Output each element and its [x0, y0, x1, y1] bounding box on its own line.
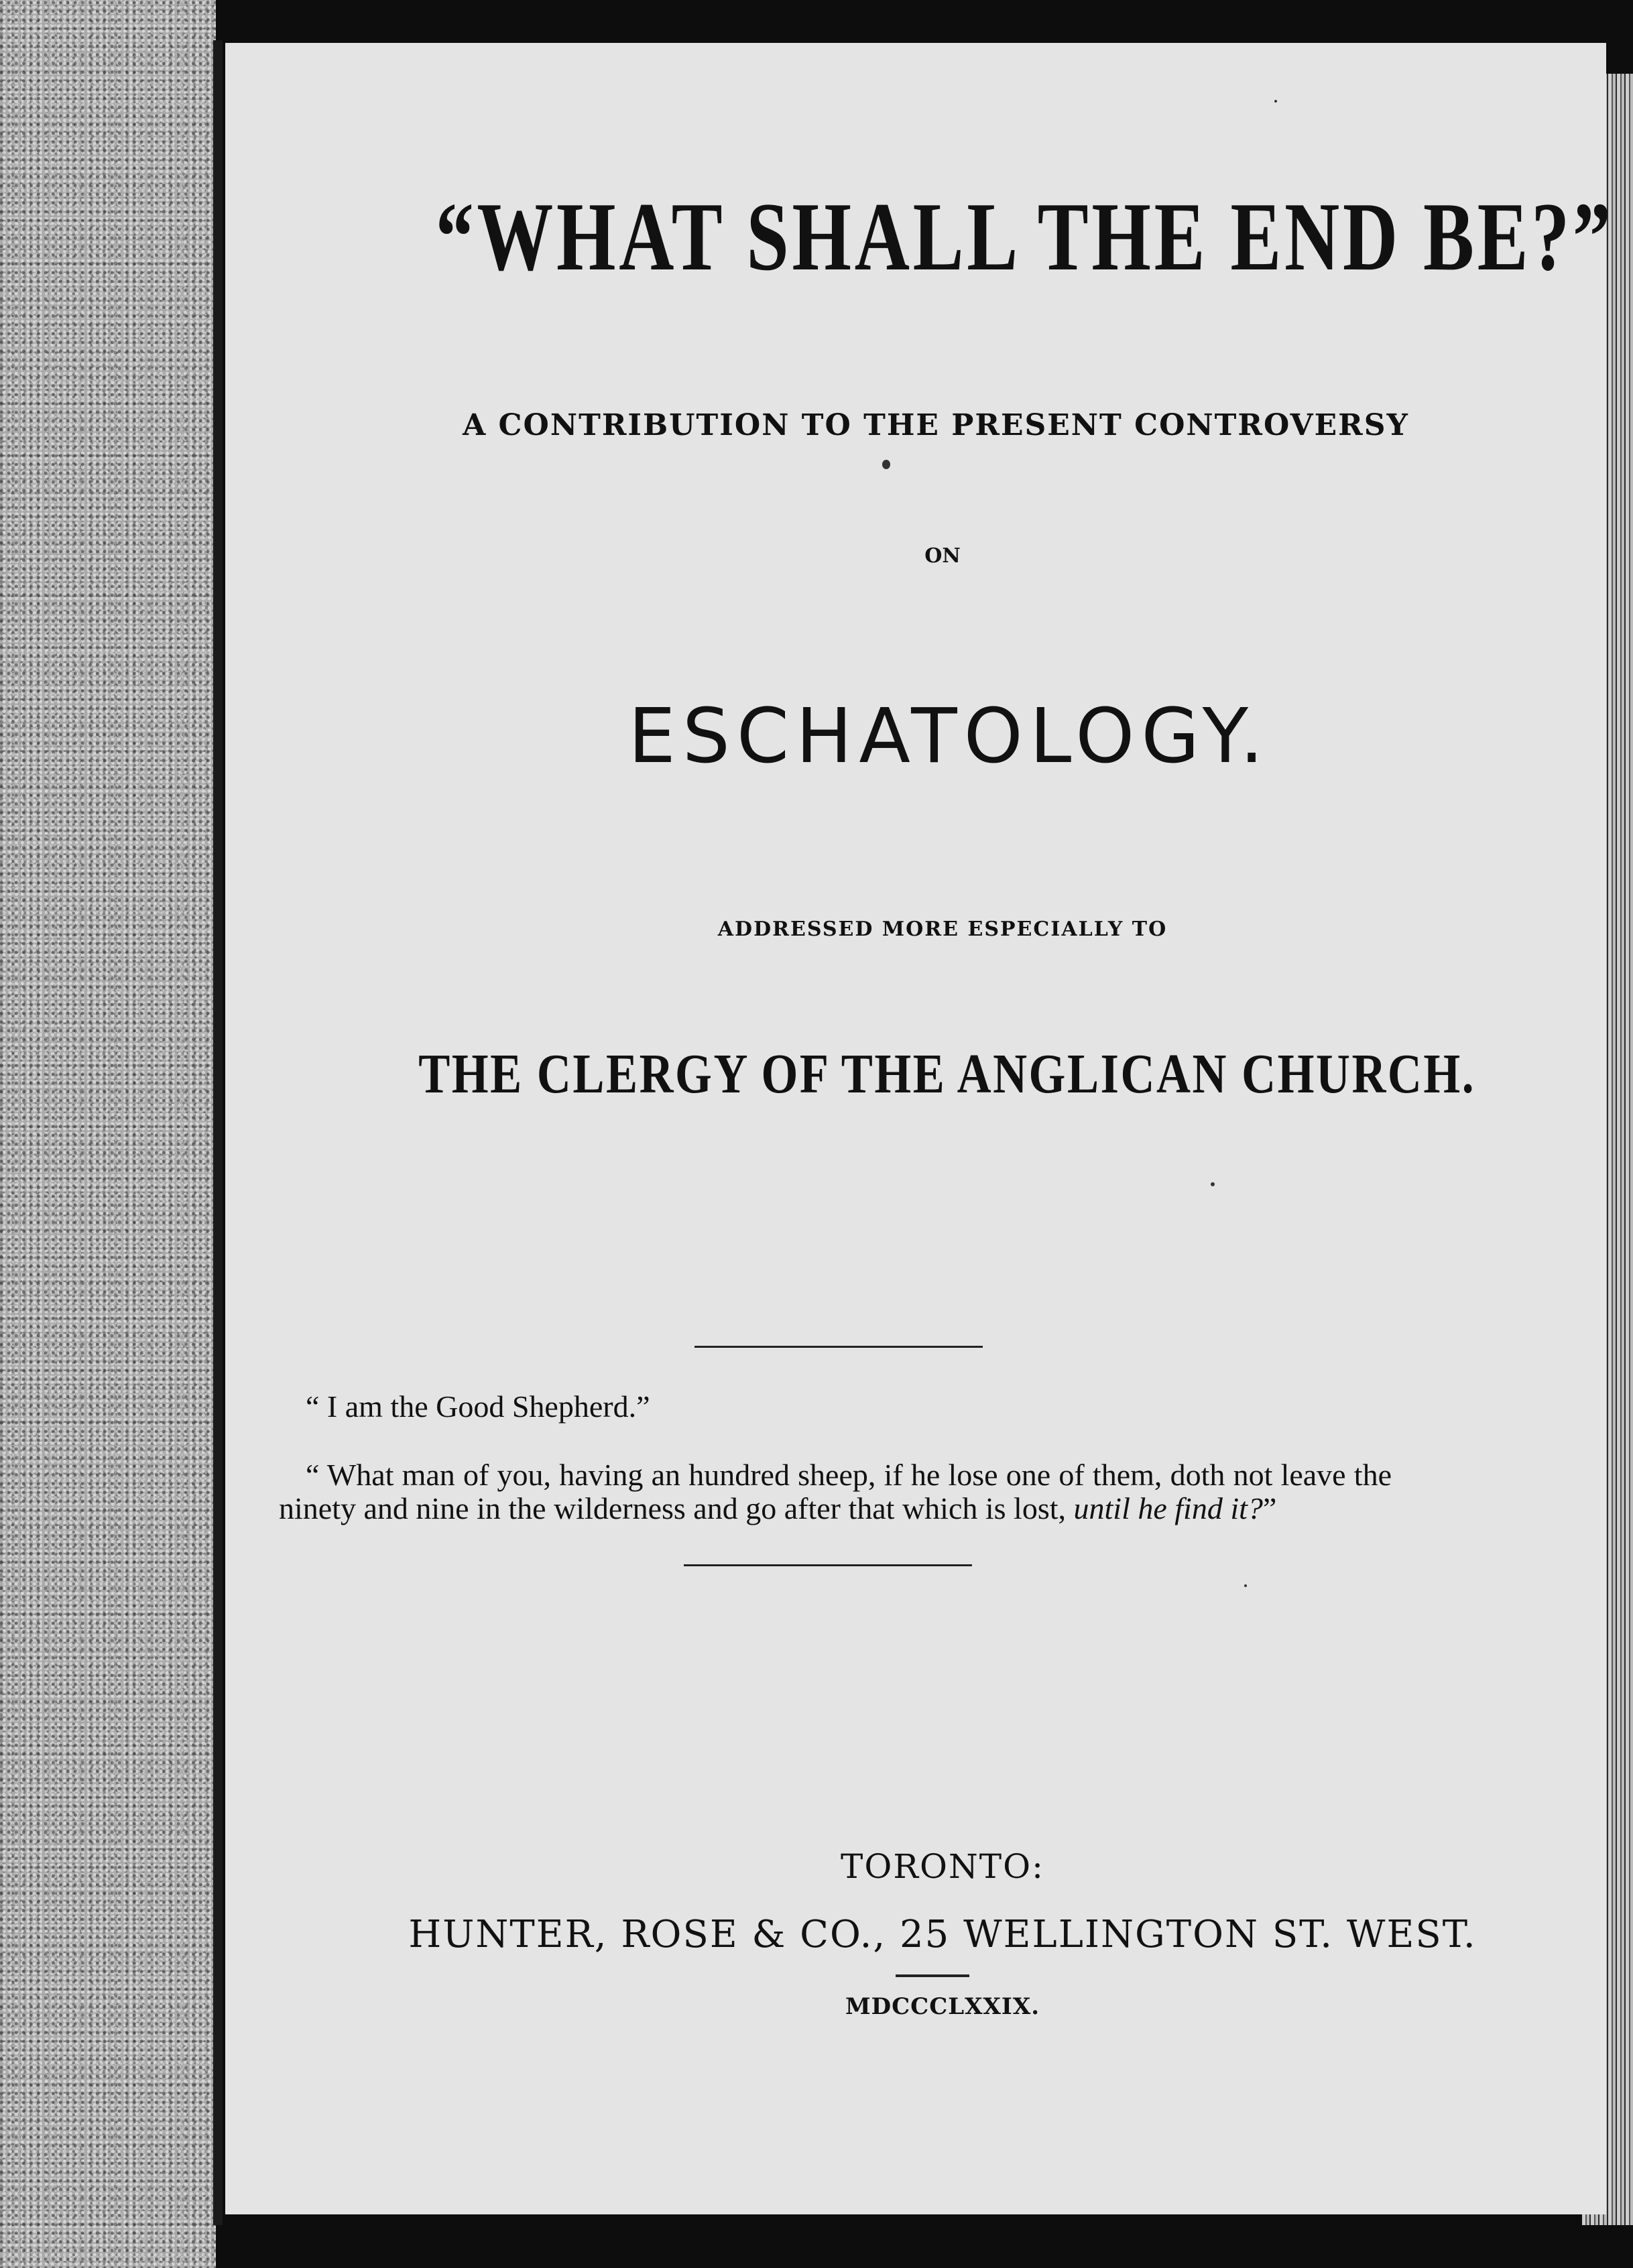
imprint-year: MDCCCLXXIX. — [845, 1993, 1040, 2020]
imprint-rule — [896, 1974, 969, 1977]
epigraph-quote-2-italic: until he find it? — [1073, 1491, 1263, 1525]
ink-speck — [1244, 1584, 1247, 1587]
epigraph-quote-2 — [279, 1458, 1392, 1525]
epigraph-quote-2-close: ” — [1262, 1491, 1277, 1525]
title-page — [225, 43, 1614, 2214]
audience-heading: THE CLERGY OF THE ANGLICAN CHURCH. — [418, 1043, 1475, 1105]
speckled-endpaper — [0, 0, 216, 2268]
epigraph-quote-1: “ I am the Good Shepherd.” — [306, 1389, 650, 1424]
book-subtitle: A CONTRIBUTION TO THE PRESENT CONTROVERSY — [463, 408, 1409, 442]
ink-speck — [1274, 100, 1277, 103]
epigraph-quote-2-text: “ What man of you, having an hundred sheep, if he lose one of them, doth not leave the ninety and nine in the wilderness and go after that which is lost, — [279, 1458, 1392, 1525]
imprint-publisher: HUNTER, ROSE & CO., 25 WELLINGTON ST. WEST. — [408, 1913, 1477, 1956]
imprint-city: TORONTO: — [841, 1847, 1044, 1886]
subtitle-connector: ON — [924, 544, 961, 568]
epigraph-top-rule — [694, 1346, 983, 1348]
ink-speck — [1211, 1182, 1215, 1186]
ink-speck — [882, 460, 890, 469]
addressed-line: ADDRESSED MORE ESPECIALLY TO — [717, 918, 1168, 941]
book-gutter — [213, 40, 223, 2225]
book-title: “WHAT SHALL THE END BE?” — [435, 182, 1614, 291]
epigraph-bottom-rule — [684, 1564, 972, 1566]
subject-heading: ESCHATOLOGY. — [628, 693, 1270, 780]
